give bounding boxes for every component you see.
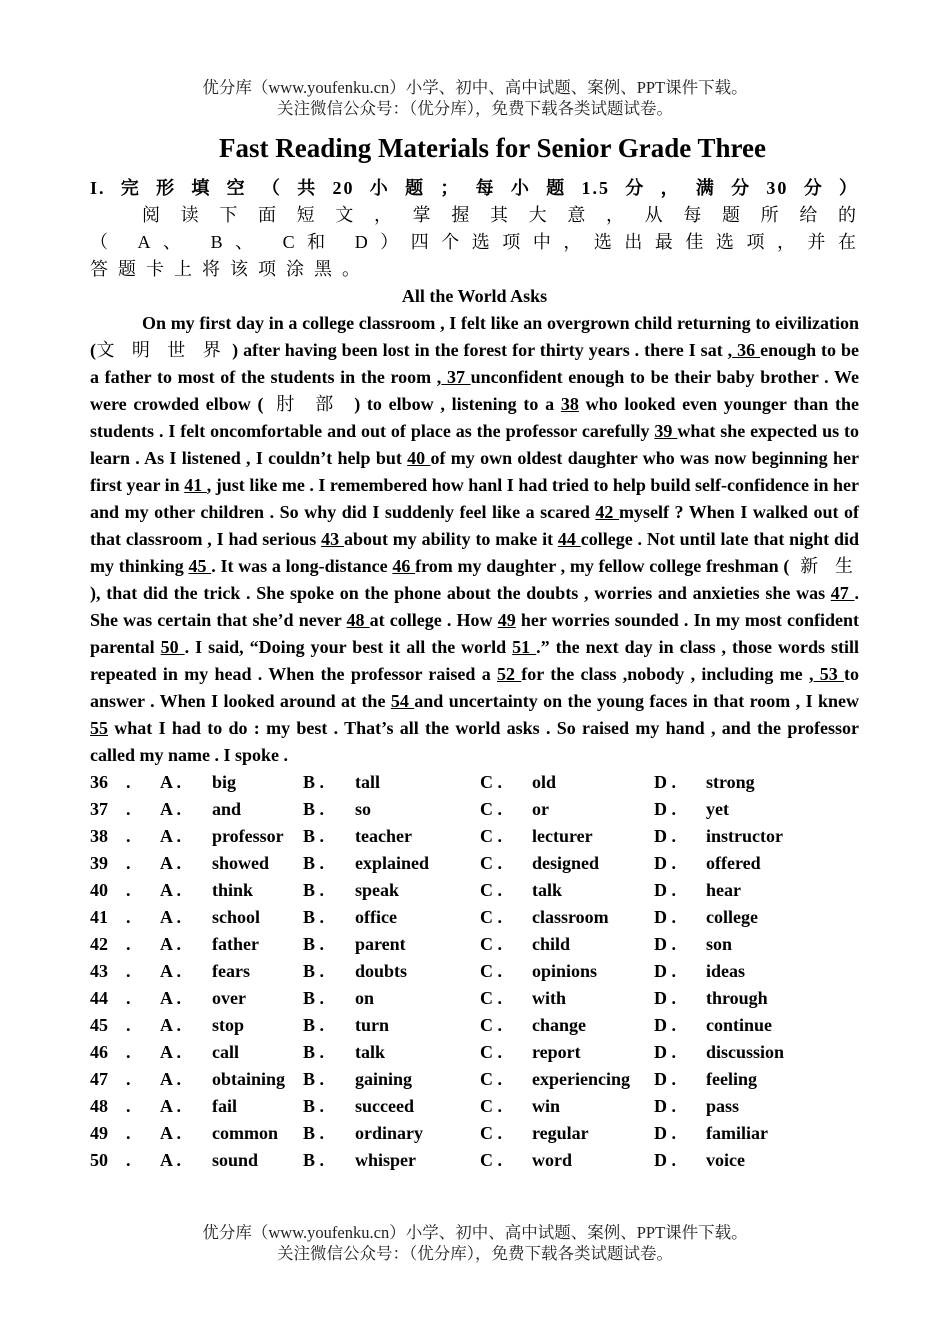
option-b-label: B .: [303, 1069, 325, 1089]
option-a-text: school: [212, 907, 261, 927]
instruction-line: 答题卡上将该项涂黑。: [90, 259, 370, 279]
question-number: 37: [90, 799, 108, 819]
question-number: 36: [90, 772, 108, 792]
option-a-label: A .: [160, 826, 182, 846]
option-b-label: B .: [303, 1096, 325, 1116]
passage-text: [90, 310, 859, 769]
question-row: [90, 1066, 816, 1093]
option-a-label: A .: [160, 1042, 182, 1062]
question-row: [90, 796, 816, 823]
blank-42: 42: [595, 502, 619, 522]
passage-text-segment: who looked even younger than the students . I felt oncomfortable and out of place as the professor carefully: [90, 394, 859, 441]
option-a-label: A .: [160, 1096, 182, 1116]
question-dot: .: [126, 1042, 131, 1062]
question-row: [90, 1120, 816, 1147]
option-d-label: D .: [654, 826, 676, 846]
question-dot: .: [126, 1123, 131, 1143]
option-d-label: D .: [654, 988, 676, 1008]
passage-text-segment: to answer . When I looked around at the: [90, 664, 859, 711]
blank-40: 40: [407, 448, 431, 468]
option-c-text: with: [532, 988, 567, 1008]
passage-text-segment: ) to elbow , listening to a: [354, 394, 561, 414]
section-instructions: [90, 202, 859, 283]
question-number: 49: [90, 1123, 108, 1143]
question-number: 48: [90, 1096, 108, 1116]
option-a-text: stop: [212, 1015, 245, 1035]
blank-48: 48: [346, 610, 370, 630]
question-dot: .: [126, 772, 131, 792]
document-title: Fast Reading Materials for Senior Grade Three: [219, 133, 766, 163]
question-dot: .: [126, 1069, 131, 1089]
option-a-text: common: [212, 1123, 278, 1143]
option-d-text: pass: [706, 1096, 740, 1116]
option-d-label: D .: [654, 799, 676, 819]
question-row: [90, 904, 816, 931]
blank-45: 45: [188, 556, 212, 576]
option-b-text: speak: [355, 880, 400, 900]
option-b-text: parent: [355, 934, 406, 954]
option-b-text: turn: [355, 1015, 390, 1035]
option-d-label: D .: [654, 907, 676, 927]
option-d-label: D .: [654, 1150, 676, 1170]
question-number: 44: [90, 988, 108, 1008]
option-b-label: B .: [303, 853, 325, 873]
question-row: [90, 958, 816, 985]
option-c-text: regular: [532, 1123, 589, 1143]
question-row: [90, 985, 816, 1012]
option-a-label: A .: [160, 1015, 182, 1035]
blank-54: 54: [390, 691, 415, 711]
option-c-text: word: [532, 1150, 572, 1170]
option-b-label: B .: [303, 1123, 325, 1143]
option-b-text: ordinary: [355, 1123, 424, 1143]
question-number: 47: [90, 1069, 108, 1089]
passage-text-segment: of my own oldest daughter who was now beginning her first year in: [90, 448, 859, 495]
option-c-label: C .: [480, 934, 502, 954]
option-b-text: on: [355, 988, 375, 1008]
option-b-label: B .: [303, 799, 325, 819]
option-d-text: hear: [706, 880, 741, 900]
option-d-text: feeling: [706, 1069, 757, 1089]
instruction-line: 阅读下面短文，掌握其大意，从每题所给的: [142, 205, 859, 225]
option-c-text: change: [532, 1015, 586, 1035]
option-a-text: showed: [212, 853, 270, 873]
option-b-text: talk: [355, 1042, 386, 1062]
option-b-text: succeed: [355, 1096, 414, 1116]
blank-49: 49: [497, 610, 516, 630]
question-number: 42: [90, 934, 108, 954]
option-b-label: B .: [303, 880, 325, 900]
passage-text-segment: . It was a long-distance: [211, 556, 393, 576]
blank-50: 50: [160, 637, 185, 657]
option-d-label: D .: [654, 1069, 676, 1089]
question-row: [90, 823, 816, 850]
passage-text-segment: college . Not until late that night did my thinking: [90, 529, 859, 576]
option-d-text: strong: [706, 772, 755, 792]
footer-line-2: 关注微信公众号：（优分库），免费下载各类试题试卷。: [277, 1244, 673, 1263]
option-d-text: college: [706, 907, 758, 927]
option-c-label: C .: [480, 880, 502, 900]
option-c-label: C .: [480, 1096, 502, 1116]
question-dot: .: [126, 826, 131, 846]
question-number: 45: [90, 1015, 108, 1035]
passage-text-segment: On my first day in a college classroom , I felt like an overgrown child returning to eivilization (: [90, 313, 859, 360]
option-b-label: B .: [303, 1042, 325, 1062]
option-b-label: B .: [303, 1150, 325, 1170]
option-a-label: A .: [160, 772, 182, 792]
exam-content: [90, 175, 859, 1174]
option-a-label: A .: [160, 934, 182, 954]
blank-53: 53: [813, 664, 844, 684]
passage-text-segment: for the class ,nobody , including me ,: [521, 664, 814, 684]
option-b-text: explained: [355, 853, 430, 873]
instruction-line: （ A、 B、 C和 D）四个选项中，选出最佳选项，并在: [90, 232, 859, 252]
option-d-text: offered: [706, 853, 761, 873]
option-c-text: lecturer: [532, 826, 593, 846]
option-c-text: classroom: [532, 907, 609, 927]
passage-text-segment: enough to be a father to most of the students in the room ,: [90, 340, 860, 387]
option-a-label: A .: [160, 799, 182, 819]
chinese-gloss: 新 生: [789, 556, 860, 576]
option-d-label: D .: [654, 1096, 676, 1116]
question-dot: .: [126, 799, 131, 819]
passage-text-segment: ) after having been lost in the forest for thirty years . there I sat ,: [227, 340, 733, 360]
passage-text-segment: .” the next day in class , those words still repeated in my head . When the professor raised a: [90, 637, 860, 684]
question-number: 40: [90, 880, 108, 900]
question-number: 41: [90, 907, 108, 927]
option-d-label: D .: [654, 772, 676, 792]
option-d-label: D .: [654, 853, 676, 873]
option-a-text: father: [212, 934, 259, 954]
blank-37: 37: [441, 367, 471, 387]
option-a-text: think: [212, 880, 254, 900]
question-number: 50: [90, 1150, 108, 1170]
question-dot: .: [126, 1096, 131, 1116]
chinese-gloss: 肘 部: [263, 394, 355, 414]
option-b-text: gaining: [355, 1069, 413, 1089]
option-b-label: B .: [303, 934, 325, 954]
option-a-label: A .: [160, 988, 182, 1008]
option-b-text: tall: [355, 772, 380, 792]
question-number: 38: [90, 826, 108, 846]
option-a-label: A .: [160, 907, 182, 927]
option-c-label: C .: [480, 772, 502, 792]
option-d-text: yet: [706, 799, 729, 819]
passage-text-segment: unconfident enough to be their baby brother . We were crowded elbow (: [90, 367, 859, 414]
option-d-text: through: [706, 988, 768, 1008]
option-a-label: A .: [160, 961, 182, 981]
option-a-label: A .: [160, 1123, 182, 1143]
option-c-label: C .: [480, 1015, 502, 1035]
option-c-text: opinions: [532, 961, 598, 981]
passage-text-segment: . She was certain that she’d never: [90, 583, 859, 630]
option-d-label: D .: [654, 880, 676, 900]
option-a-label: A .: [160, 880, 182, 900]
question-row: [90, 1147, 816, 1174]
option-c-label: C .: [480, 907, 502, 927]
option-b-text: whisper: [355, 1150, 417, 1170]
option-b-label: B .: [303, 772, 325, 792]
page-header: [0, 77, 950, 119]
question-row: [90, 1012, 816, 1039]
footer-line-1: 优分库（www.youfenku.cn）小学、初中、高中试题、案例、PPT课件下载。: [202, 1223, 748, 1242]
blank-55: 55: [90, 718, 108, 738]
blank-47: 47: [830, 583, 855, 603]
option-a-text: call: [212, 1042, 239, 1062]
option-c-label: C .: [480, 853, 502, 873]
option-a-text: and: [212, 799, 242, 819]
option-d-text: familiar: [706, 1123, 768, 1143]
passage-text-segment: what she expected us to learn . As I listened , I couldn’t help but: [90, 421, 859, 468]
option-c-text: designed: [532, 853, 600, 873]
question-row: [90, 769, 816, 796]
header-line-2: 关注微信公众号：（优分库），免费下载各类试题试卷。: [277, 99, 673, 118]
question-number: 46: [90, 1042, 108, 1062]
option-a-text: over: [212, 988, 246, 1008]
passage-text-segment: about my ability to make it: [343, 529, 558, 549]
passage-text-segment: her worries sounded . In my most confident parental: [90, 610, 859, 657]
option-c-text: or: [532, 799, 549, 819]
option-a-text: fears: [212, 961, 250, 981]
blank-52: 52: [496, 664, 522, 684]
option-a-text: fail: [212, 1096, 237, 1116]
option-c-text: report: [532, 1042, 581, 1062]
option-c-text: win: [532, 1096, 561, 1116]
option-d-text: voice: [706, 1150, 745, 1170]
question-number: 43: [90, 961, 108, 981]
option-d-label: D .: [654, 1123, 676, 1143]
options-table-body: [90, 769, 816, 1174]
option-b-label: B .: [303, 961, 325, 981]
option-a-text: obtaining: [212, 1069, 286, 1089]
option-b-label: B .: [303, 988, 325, 1008]
question-dot: .: [126, 853, 131, 873]
question-row: [90, 877, 816, 904]
question-dot: .: [126, 907, 131, 927]
chinese-gloss: 文 明 世 界: [96, 340, 228, 360]
option-c-label: C .: [480, 799, 502, 819]
option-c-label: C .: [480, 1150, 502, 1170]
option-c-label: C .: [480, 826, 502, 846]
options-table: [90, 769, 816, 1174]
option-a-label: A .: [160, 853, 182, 873]
question-number: 39: [90, 853, 108, 873]
blank-44: 44: [557, 529, 581, 549]
option-d-text: ideas: [706, 961, 746, 981]
option-b-text: teacher: [355, 826, 412, 846]
passage-text-segment: at college . How: [369, 610, 498, 630]
option-b-label: B .: [303, 1015, 325, 1035]
passage-text-segment: . I said, “Doing your best it all the world: [184, 637, 513, 657]
option-c-label: C .: [480, 1123, 502, 1143]
option-a-label: A .: [160, 1069, 182, 1089]
option-a-text: professor: [212, 826, 284, 846]
option-d-text: son: [706, 934, 733, 954]
blank-46: 46: [392, 556, 416, 576]
option-c-text: child: [532, 934, 571, 954]
option-b-text: so: [355, 799, 372, 819]
option-c-label: C .: [480, 1069, 502, 1089]
passage-text-segment: ), that did the trick . She spoke on the phone about the doubts , worries and anxieties she was: [90, 583, 831, 603]
option-a-text: sound: [212, 1150, 259, 1170]
option-c-text: experiencing: [532, 1069, 630, 1089]
option-b-label: B .: [303, 826, 325, 846]
page-footer: [0, 1222, 950, 1264]
passage-text-segment: and uncertainty on the young faces in that room , I knew: [414, 691, 860, 711]
blank-39: 39: [654, 421, 678, 441]
question-dot: .: [126, 961, 131, 981]
passage-text-segment: from my daughter , my fellow college freshman (: [415, 556, 790, 576]
question-dot: .: [126, 880, 131, 900]
passage-text-segment: , just like me . I remembered how hanl I had tried to help build self-confidence in her and my other children . So why did I suddenly feel like a scared: [90, 475, 860, 522]
blank-51: 51: [512, 637, 537, 657]
option-c-label: C .: [480, 1042, 502, 1062]
option-d-label: D .: [654, 961, 676, 981]
option-b-label: B .: [303, 907, 325, 927]
option-d-text: continue: [706, 1015, 773, 1035]
option-d-label: D .: [654, 1042, 676, 1062]
option-c-label: C .: [480, 988, 502, 1008]
option-a-label: A .: [160, 1150, 182, 1170]
option-c-label: C .: [480, 961, 502, 981]
question-dot: .: [126, 1150, 131, 1170]
passage-title: All the World Asks: [401, 286, 548, 306]
question-row: [90, 1093, 816, 1120]
passage-text-segment: what I had to do : my best . That’s all the world asks . So raised my hand , and the professor called my name . I spoke .: [90, 718, 859, 765]
question-row: [90, 931, 816, 958]
blank-38: 38: [560, 394, 579, 414]
section-heading: I.完形填空（共20小题；每小题1.5分，满分30分）: [90, 178, 859, 198]
question-dot: .: [126, 934, 131, 954]
option-c-text: talk: [532, 880, 563, 900]
blank-41: 41: [184, 475, 207, 495]
option-b-text: doubts: [355, 961, 408, 981]
question-dot: .: [126, 1015, 131, 1035]
option-d-text: discussion: [706, 1042, 785, 1062]
option-d-text: instructor: [706, 826, 783, 846]
question-dot: .: [126, 988, 131, 1008]
option-c-text: old: [532, 772, 557, 792]
option-b-text: office: [355, 907, 397, 927]
option-d-label: D .: [654, 1015, 676, 1035]
question-row: [90, 1039, 816, 1066]
question-row: [90, 850, 816, 877]
blank-36: 36: [732, 340, 761, 360]
header-line-1: 优分库（www.youfenku.cn）小学、初中、高中试题、案例、PPT课件下载。: [202, 78, 748, 97]
option-d-label: D .: [654, 934, 676, 954]
passage-text-segment: myself ? When I walked out of that classroom , I had serious: [90, 502, 860, 549]
option-a-text: big: [212, 772, 237, 792]
blank-43: 43: [321, 529, 344, 549]
